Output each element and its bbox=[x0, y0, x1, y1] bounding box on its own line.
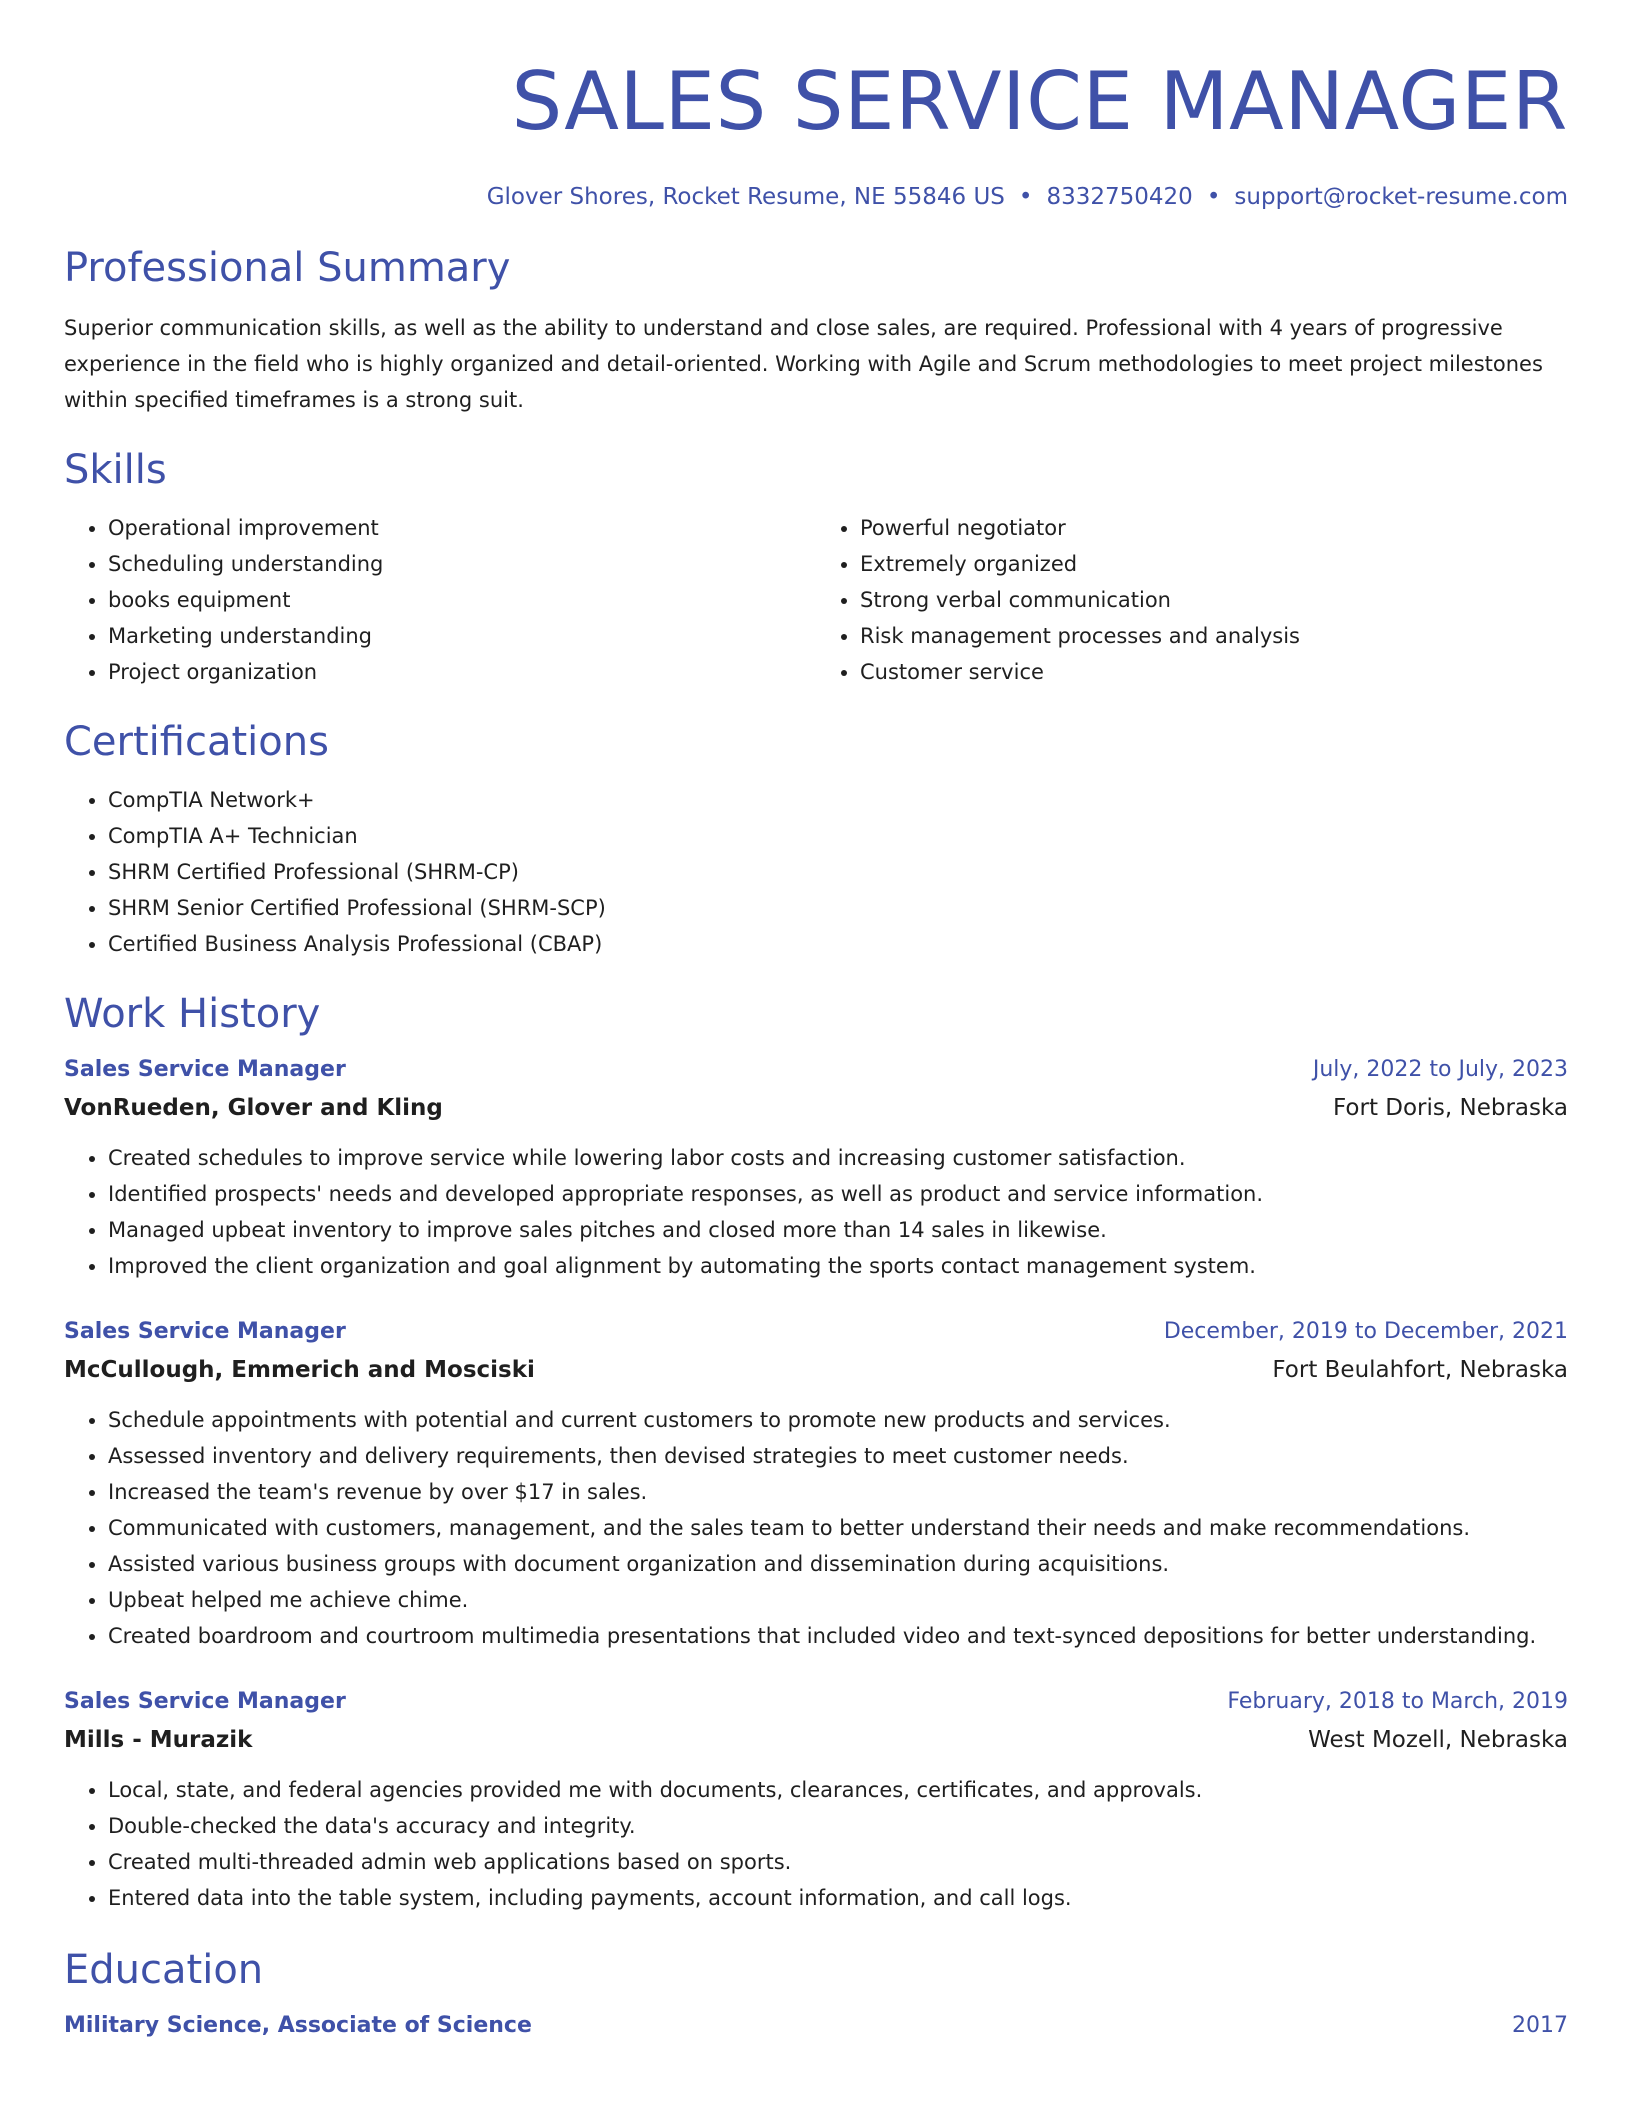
education-entry bbox=[64, 2008, 1568, 2044]
summary-heading: Professional Summary bbox=[64, 245, 511, 291]
job-bullet: • Schedule appointments with potential and current customers to promote new products and services. bbox=[108, 1402, 1568, 1438]
skill-item: • books equipment bbox=[108, 582, 816, 618]
job-location: West Mozell, Nebraska bbox=[1308, 1727, 1568, 1753]
job-entry bbox=[64, 1684, 1568, 1916]
job-bullet: • Identified prospects' needs and developed appropriate responses, as well as product and service information. bbox=[108, 1176, 1568, 1212]
job-bullet: • Assessed inventory and delivery requirements, then devised strategies to meet customer needs. bbox=[108, 1438, 1568, 1474]
job-subheader bbox=[64, 1720, 1568, 1760]
job-location: Fort Doris, Nebraska bbox=[1333, 1095, 1568, 1121]
job-bullet: • Improved the client organization and goal alignment by automating the sports contact management system. bbox=[108, 1248, 1568, 1284]
education-year: 2017 bbox=[1512, 2013, 1568, 2038]
job-location: Fort Beulahfort, Nebraska bbox=[1272, 1357, 1568, 1383]
job-bullet: • Created boardroom and courtroom multimedia presentations that included video and text-synced depositions for better understanding. bbox=[108, 1618, 1568, 1654]
job-header bbox=[64, 1314, 1568, 1350]
certifications-heading: Certifications bbox=[64, 719, 329, 765]
resume-page bbox=[64, 0, 1568, 2044]
job-bullet: • Managed upbeat inventory to improve sales pitches and closed more than 14 sales in likewise. bbox=[108, 1212, 1568, 1248]
job-header bbox=[64, 1052, 1568, 1088]
skill-item: • Scheduling understanding bbox=[108, 546, 816, 582]
job-bullet: • Created schedules to improve service while lowering labor costs and increasing customer satisfaction. bbox=[108, 1140, 1568, 1176]
skill-item: • Risk management processes and analysis bbox=[860, 618, 1568, 654]
job-company: Mills - Murazik bbox=[64, 1727, 253, 1753]
job-entry bbox=[64, 1314, 1568, 1654]
skill-item: • Extremely organized bbox=[860, 546, 1568, 582]
contact-email[interactable]: support@rocket-resume.com bbox=[1234, 184, 1568, 210]
certifications-list bbox=[64, 782, 1568, 962]
contact-separator: • bbox=[1018, 184, 1033, 210]
contact-address: Glover Shores, Rocket Resume, NE 55846 US bbox=[486, 184, 1005, 210]
job-subheader bbox=[64, 1350, 1568, 1390]
education-heading: Education bbox=[64, 1947, 264, 1993]
job-bullets bbox=[64, 1772, 1568, 1916]
job-title: Sales Service Manager bbox=[64, 1689, 346, 1714]
job-bullet: • Double-checked the data's accuracy and integrity. bbox=[108, 1808, 1568, 1844]
job-bullet: • Assisted various business groups with document organization and dissemination during acquisitions. bbox=[108, 1546, 1568, 1582]
job-bullet: • Upbeat helped me achieve chime. bbox=[108, 1582, 1568, 1618]
skills-list-right bbox=[816, 510, 1568, 690]
skill-item: • Strong verbal communication bbox=[860, 582, 1568, 618]
job-company: McCullough, Emmerich and Mosciski bbox=[64, 1357, 535, 1383]
education-degree: Military Science, Associate of Science bbox=[64, 2013, 532, 2038]
skills-list-left bbox=[64, 510, 816, 690]
certification-item: • Certified Business Analysis Professional (CBAP) bbox=[108, 926, 1568, 962]
certification-item: • SHRM Certified Professional (SHRM-CP) bbox=[108, 854, 1568, 890]
contact-phone: 8332750420 bbox=[1046, 184, 1193, 210]
job-title: Sales Service Manager bbox=[64, 1057, 346, 1082]
job-subheader bbox=[64, 1088, 1568, 1128]
job-dates: December, 2019 to December, 2021 bbox=[1163, 1319, 1568, 1344]
job-dates: July, 2022 to July, 2023 bbox=[1312, 1057, 1568, 1082]
summary-text: Superior communication skills, as well as the ability to understand and close sales, are required. Professional with 4 years of progressive experience in the field who is highly organized and detail-oriented. Working with Agile and Scrum methodologies to meet project milestones within specified timeframes is a strong suit. bbox=[64, 316, 1543, 412]
job-bullet: • Entered data into the table system, including payments, account information, and call logs. bbox=[108, 1880, 1568, 1916]
job-bullet: • Created multi-threaded admin web applications based on sports. bbox=[108, 1844, 1568, 1880]
certification-item: • CompTIA Network+ bbox=[108, 782, 1568, 818]
skills-heading: Skills bbox=[64, 447, 167, 493]
skill-item: • Marketing understanding bbox=[108, 618, 816, 654]
job-bullet: • Increased the team's revenue by over $17 in sales. bbox=[108, 1474, 1568, 1510]
job-bullets bbox=[64, 1140, 1568, 1284]
job-bullet: • Local, state, and federal agencies provided me with documents, clearances, certificates, and approvals. bbox=[108, 1772, 1568, 1808]
job-entry bbox=[64, 1052, 1568, 1284]
job-company: VonRueden, Glover and Kling bbox=[64, 1095, 443, 1121]
job-header bbox=[64, 1684, 1568, 1720]
skill-item: • Operational improvement bbox=[108, 510, 816, 546]
contact-separator: • bbox=[1206, 184, 1221, 210]
resume-name: SALES SERVICE MANAGER bbox=[511, 55, 1568, 148]
certification-item: • CompTIA A+ Technician bbox=[108, 818, 1568, 854]
contact-line bbox=[64, 182, 1568, 212]
job-dates: February, 2018 to March, 2019 bbox=[1227, 1689, 1568, 1714]
skill-item: • Powerful negotiator bbox=[860, 510, 1568, 546]
skills-grid bbox=[64, 510, 1568, 690]
job-bullet: • Communicated with customers, management, and the sales team to better understand their needs and make recommendations. bbox=[108, 1510, 1568, 1546]
skill-item: • Customer service bbox=[860, 654, 1568, 690]
job-title: Sales Service Manager bbox=[64, 1319, 346, 1344]
certification-item: • SHRM Senior Certified Professional (SHRM-SCP) bbox=[108, 890, 1568, 926]
work-history-heading: Work History bbox=[64, 991, 321, 1037]
skill-item: • Project organization bbox=[108, 654, 816, 690]
job-bullets bbox=[64, 1402, 1568, 1654]
